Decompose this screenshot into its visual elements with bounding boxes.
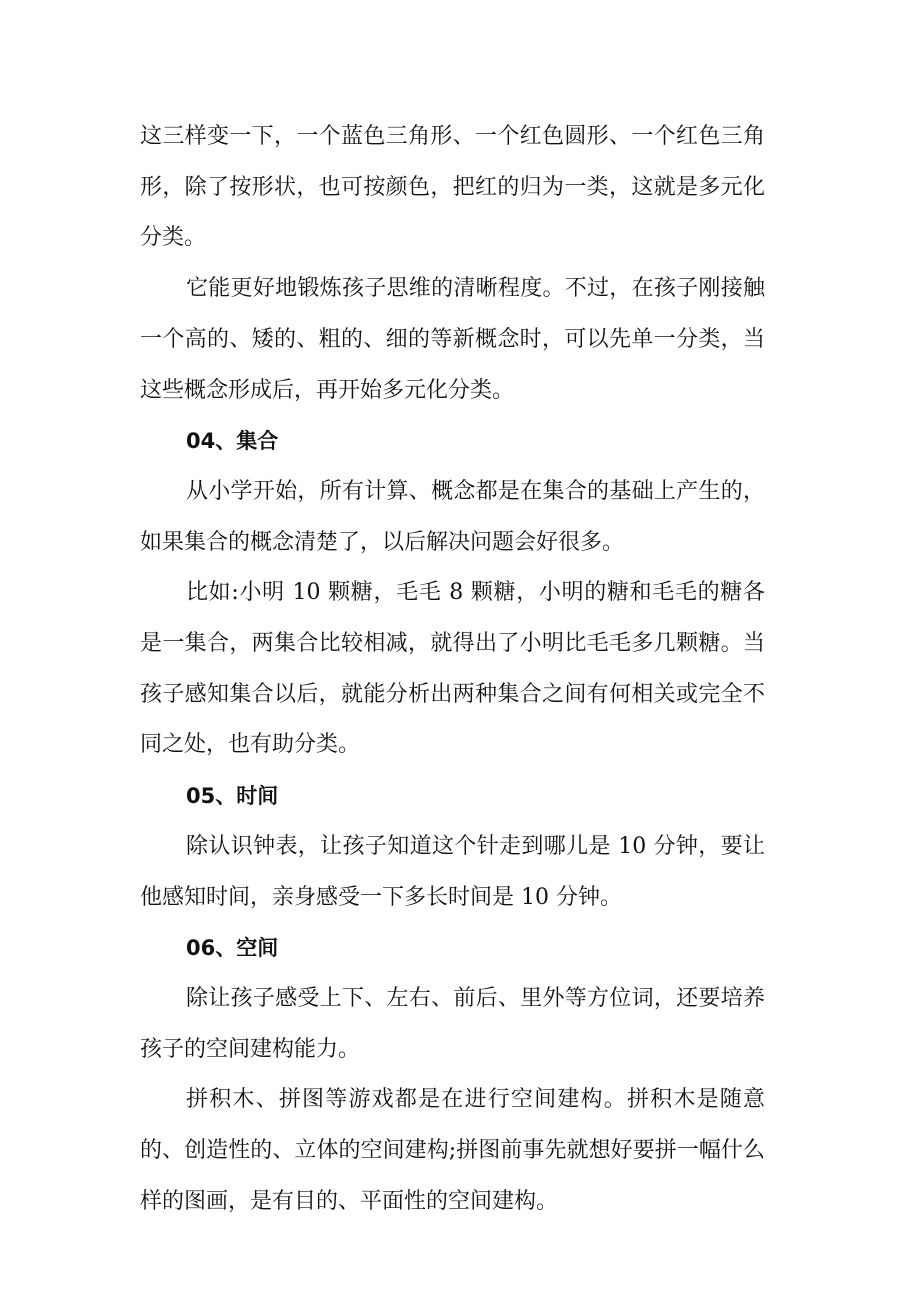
paragraph-space-construction: 拼积木、拼图等游戏都是在进行空间建构。拼积木是随意的、创造性的、立体的空间建构;拼图前事先就想好要拼一幅什么样的图画，是有目的、平面性的空间建构。 — [140, 1087, 765, 1214]
paragraph-time: 除认识钟表，让孩子知道这个针走到哪儿是 10 分钟，要让他感知时间，亲身感受一下多长时间是 10 分钟。 — [140, 833, 765, 910]
paragraph-set-example: 比如:小明 10 颗糖，毛毛 8 颗糖，小明的糖和毛毛的糖各是一集合，两集合比较相减，就得出了小明比毛毛多几颗糖。当孩子感知集合以后，就能分析出两种集合之间有何相关或完全不同之处，也有助分类。 — [140, 580, 765, 758]
paragraph-continuation: 这三样变一下，一个蓝色三角形、一个红色圆形、一个红色三角形，除了按形状，也可按颜色，把红的归为一类，这就是多元化分类。 — [140, 124, 765, 251]
document-body — [140, 112, 765, 1227]
paragraph-set-basis: 从小学开始，所有计算、概念都是在集合的基础上产生的，如果集合的概念清楚了，以后解决问题会好很多。 — [140, 478, 765, 555]
section-heading-space: 06、空间 — [186, 936, 279, 961]
paragraph-thinking-clarity: 它能更好地锻炼孩子思维的清晰程度。不过，在孩子刚接触一个高的、矮的、粗的、细的等新概念时，可以先单一分类，当这些概念形成后，再开始多元化分类。 — [140, 276, 765, 403]
section-heading-time: 05、时间 — [186, 784, 279, 809]
paragraph-space-direction: 除让孩子感受上下、左右、前后、里外等方位词，还要培养孩子的空间建构能力。 — [140, 985, 765, 1062]
section-heading-set: 04、集合 — [186, 429, 279, 454]
